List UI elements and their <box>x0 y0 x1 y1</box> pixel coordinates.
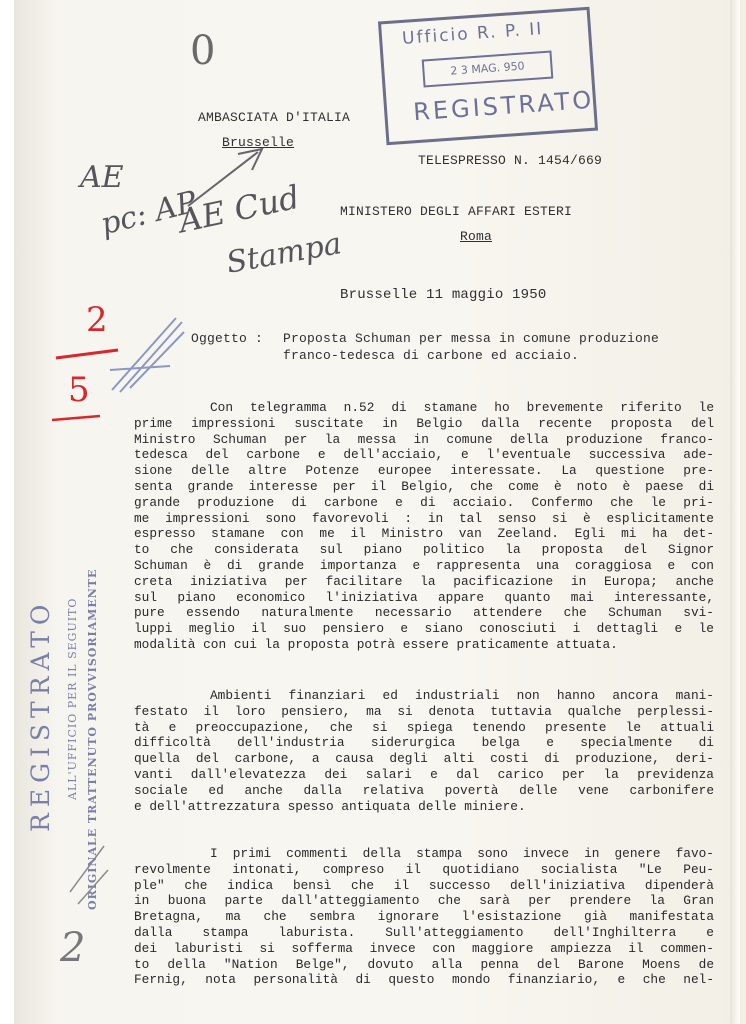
red-fraction-bottom: 5 <box>68 370 90 410</box>
text-line: creta iniziativa per facilitare la pacificazione in Europa; anche <box>134 573 714 589</box>
text-line: difficoltà dell'industria siderurgica belga e specialmente di <box>134 735 714 751</box>
embassy-name: AMBASCIATA D'ITALIA <box>198 110 351 125</box>
red-fraction-top: 2 <box>86 300 108 340</box>
pencil-bottom-initial: 2 <box>60 925 86 971</box>
annotation-stampa: Stampa <box>223 226 345 281</box>
annotation-ae-cud: AE Cud <box>175 177 303 241</box>
text-line: I primi commenti della stampa sono invece in genere favo- <box>210 846 714 861</box>
text-line: ple" che indica bensì che il successo dell'iniziativa dipenderà <box>134 877 714 893</box>
text-line: festato il loro pensiero, ma si denota tuttavia qualche perplessi- <box>134 703 714 719</box>
text-line: espresso stamane con me il Ministro van Zeeland. Egli mi ha det- <box>134 526 714 542</box>
text-line: me impressioni sono favorevoli : in tal senso si è esplicitamente <box>134 510 714 526</box>
stamp-word: REGISTRATO <box>412 85 596 127</box>
ministry-name: MINISTERO DEGLI AFFARI ESTERI <box>340 204 573 219</box>
text-line: e dell'attrezzatura spesso antiquata delle miniere. <box>134 798 526 814</box>
text-line: to della "Nation Belge", dovuto alla penna del Barone Moens de <box>134 956 714 972</box>
text-line: modalità con cui la proposta potrà essere praticamente attuata. <box>134 636 618 652</box>
text-line: quella del carbone, a causa degli alti costi di produzione, deri- <box>134 751 714 767</box>
subject-label: Oggetto : <box>191 331 264 346</box>
date-line: Brusselle 11 maggio 1950 <box>340 287 547 303</box>
text-line: Con telegramma n.52 di stamane ho brevemente riferito le <box>210 400 714 415</box>
red-underline <box>52 416 100 420</box>
arrow-head-icon <box>238 149 262 170</box>
text-line: Ambienti finanziari ed industriali non hanno ancora mani- <box>210 688 714 703</box>
pencil-strokes <box>70 846 108 904</box>
text-line: Fernig, nota personalità di questo mondo finanziario, e che nel- <box>134 972 714 988</box>
side-stamp-line-2: ORIGINALE TRATTENUTO PROVVISORIAMENTE <box>86 568 99 910</box>
text-line: prime impressioni suscitate in Belgio dalla recente proposta del <box>134 415 714 431</box>
embassy-city: Brusselle <box>222 135 295 150</box>
text-line: senta grande interesse per il Belgio, che come è noto è paese di <box>134 478 714 494</box>
stamp-office: Ufficio R. P. II <box>401 19 545 49</box>
pencil-circle-zero: 0 <box>190 28 216 74</box>
telespresso-number: TELESPRESSO N. 1454/669 <box>418 153 603 168</box>
text-line: tedesca del carbone e dell'acciaio, e l'eventuale successiva ade- <box>134 447 714 463</box>
text-line: dalla stampa laburista. Sull'atteggiamento dell'Inghilterra e <box>134 924 714 940</box>
blue-scribble <box>110 318 184 392</box>
annotation-ae: AE <box>80 160 124 195</box>
text-line: sociale ed anche dalla relativa povertà delle vene carbonifere <box>134 782 714 798</box>
text-line: Bretagna, ma che sembra ignorare l'esistazione già manifestata <box>134 909 714 925</box>
text-line: luppi meglio il suo pensiero e siano conosciuti i dettagli e le <box>134 621 714 637</box>
side-registrato-stamp: REGISTRATO <box>26 598 55 832</box>
text-line: sione delle altre Potenze europee interessate. La questione pre- <box>134 463 714 479</box>
text-line: grande produzione di carbone e di acciaio. Confermo che le pri- <box>134 494 714 510</box>
side-stamp-line-1: ALL'UFFICIO PER IL SEGUITO <box>66 597 79 800</box>
subject-line-1: Proposta Schuman per messa in comune produzione <box>283 331 660 346</box>
text-line: revolmente intonati, compreso il quotidiano socialista "Le Peu- <box>134 861 714 877</box>
text-line: tà e preoccupazione, che si spiega tenendo presente le attuali <box>134 719 714 735</box>
text-line: vanti dall'elevatezza dei salari e dal carico per la previdenza <box>134 766 714 782</box>
text-line: Schuman è di grande importanza e rappresenta una coraggiosa e con <box>134 557 714 573</box>
text-line: in buona parte dall'atteggiamento che sarà per prendere la Gran <box>134 893 714 909</box>
pencil-arrow-icon <box>188 152 258 206</box>
annotation-pc-ap: pc: AP <box>97 184 201 243</box>
text-line: sul piano economico l'iniziativa appare quanto mai interessante, <box>134 589 714 605</box>
ministry-city: Roma <box>460 229 493 244</box>
text-line: Ministro Schuman per la messa in comune della produzione franco- <box>134 431 714 447</box>
text-line: dei laburisti si sofferma invece con maggiore ampiezza il commen- <box>134 940 714 956</box>
stamp-date: 2 3 MAG. 950 <box>422 51 554 88</box>
red-fraction-bar <box>56 350 118 358</box>
subject-line-2: franco-tedesca di carbone ed acciaio. <box>283 348 580 363</box>
text-line: pure essendo naturalmente necessario attendere che Schuman svi- <box>134 605 714 621</box>
text-line: to che considerata sul piano politico la proposta del Signor <box>134 542 714 558</box>
